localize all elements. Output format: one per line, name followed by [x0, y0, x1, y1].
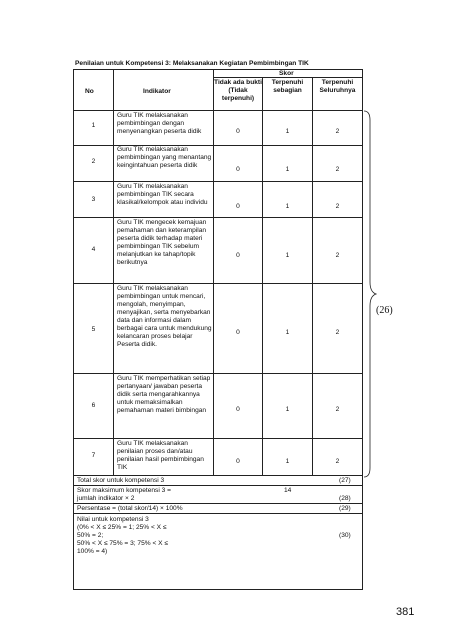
table-bottom-border — [73, 589, 363, 590]
row-divider — [73, 217, 363, 218]
score-1: 1 — [285, 128, 290, 135]
max-label-2: jumlah indikator × 2 — [77, 495, 135, 502]
score-0: 0 — [236, 203, 240, 210]
row-indikator: Guru TIK melaksanakan pembimbingan dengan menyenangkan peserta didik — [117, 112, 202, 135]
header-skor: Skor — [279, 70, 294, 77]
header-seluruhnya: Terpenuhi Seluruhnya — [319, 79, 356, 94]
row-divider — [73, 283, 363, 284]
row-divider — [73, 438, 363, 439]
col-divider-tidak — [262, 77, 263, 475]
col-divider-no — [113, 69, 114, 475]
row-no: 5 — [91, 326, 96, 333]
nilai-line-2: (0% < X ≤ 25% = 1; 25% < X ≤ — [77, 524, 167, 531]
score-0: 0 — [236, 329, 240, 336]
nilai-line-1: Nilai untuk kompetensi 3 — [77, 516, 149, 523]
score-1: 1 — [285, 329, 290, 336]
row-indikator: Guru TIK melaksanakan pembimbingan TIK secara klasikal/kelompok atau individu — [117, 183, 208, 206]
row-no: 4 — [91, 246, 96, 253]
row-divider — [73, 181, 363, 182]
score-1: 1 — [285, 458, 290, 465]
nilai-ref: (30) — [339, 532, 351, 539]
total-ref: (27) — [339, 477, 351, 484]
row-no: 1 — [91, 122, 96, 129]
row-no: 7 — [91, 452, 96, 459]
total-label: Total skor untuk kompetensi 3 — [77, 477, 165, 484]
score-2: 2 — [335, 406, 340, 413]
score-0: 0 — [236, 166, 240, 173]
table-title: Penilaian untuk Kompetensi 3: Melaksanakan Kegiatan Pembimbingan TIK — [75, 60, 309, 67]
page-number: 381 — [396, 606, 415, 618]
score-2: 2 — [335, 329, 340, 336]
row-divider — [73, 373, 363, 374]
row-indikator: Guru TIK melaksanakan pembimbingan yang menantang keingintahuan peserta didik — [117, 146, 212, 169]
row-indikator: Guru TIK mengecek kemajuan pemahaman dan keterampilan peserta didik terhadap materi pembimbingan TIK sebelum melanjutkan ke tahap/topik berikutnya — [117, 219, 207, 266]
header-sebagian: Terpenuhi sebagian — [271, 79, 304, 94]
max-ref: (28) — [339, 495, 351, 502]
persen-ref: (29) — [339, 505, 351, 512]
row-indikator: Guru TIK memperhatikan setiap pertanyaan/ jawaban peserta didik serta mengarahkannya untuk memaksimalkan pemahaman materi bimbingan — [117, 375, 211, 414]
footer-divider — [73, 503, 363, 504]
header-tidak-ada: Tidak ada bukti (Tidak terpenuhi) — [214, 79, 262, 102]
row-indikator: Guru TIK melaksanakan penilaian proses dan/atau penilaian hasil pembimbingan TIK — [117, 440, 204, 471]
score-1: 1 — [285, 203, 290, 210]
score-2: 2 — [335, 203, 340, 210]
row-no: 3 — [91, 196, 96, 203]
footer-divider — [73, 513, 363, 514]
score-2: 2 — [335, 166, 340, 173]
score-0: 0 — [236, 406, 240, 413]
max-label-1: Skor maksimum kompetensi 3 = — [77, 487, 171, 494]
score-0: 0 — [236, 252, 240, 259]
score-1: 1 — [285, 406, 290, 413]
header-bottom-border — [73, 110, 363, 111]
row-no: 2 — [91, 158, 96, 165]
score-1: 1 — [285, 252, 290, 259]
nilai-line-4: 50% < X ≤ 75% = 3; 75% < X ≤ — [77, 540, 168, 547]
footer-divider — [73, 485, 363, 486]
header-indikator: Indikator — [143, 88, 171, 95]
score-0: 0 — [236, 128, 240, 135]
persen-label: Persentase = (total skor/14) × 100% — [77, 505, 183, 512]
table-top-border — [73, 69, 362, 70]
header-no: No — [85, 88, 94, 95]
curly-brace — [363, 110, 377, 478]
nilai-line-5: 100% = 4) — [77, 548, 108, 555]
score-2: 2 — [335, 252, 340, 259]
nilai-line-3: 50% = 2; — [77, 532, 104, 539]
row-no: 6 — [91, 402, 96, 409]
score-2: 2 — [335, 128, 340, 135]
brace-label: (26) — [376, 305, 393, 316]
score-1: 1 — [285, 166, 290, 173]
col-divider-sebagian — [312, 77, 313, 475]
score-2: 2 — [335, 458, 340, 465]
row-divider — [73, 475, 363, 476]
max-value: 14 — [284, 487, 292, 494]
score-0: 0 — [236, 458, 240, 465]
row-indikator: Guru TIK melaksanakan pembimbingan untuk mencari, mengolah, menyimpan, menyajikan, serta menyebarkan data dan informasi dalam berbagai cara untuk mendukung kelancaran proses belajar Peserta didik. — [117, 285, 212, 348]
